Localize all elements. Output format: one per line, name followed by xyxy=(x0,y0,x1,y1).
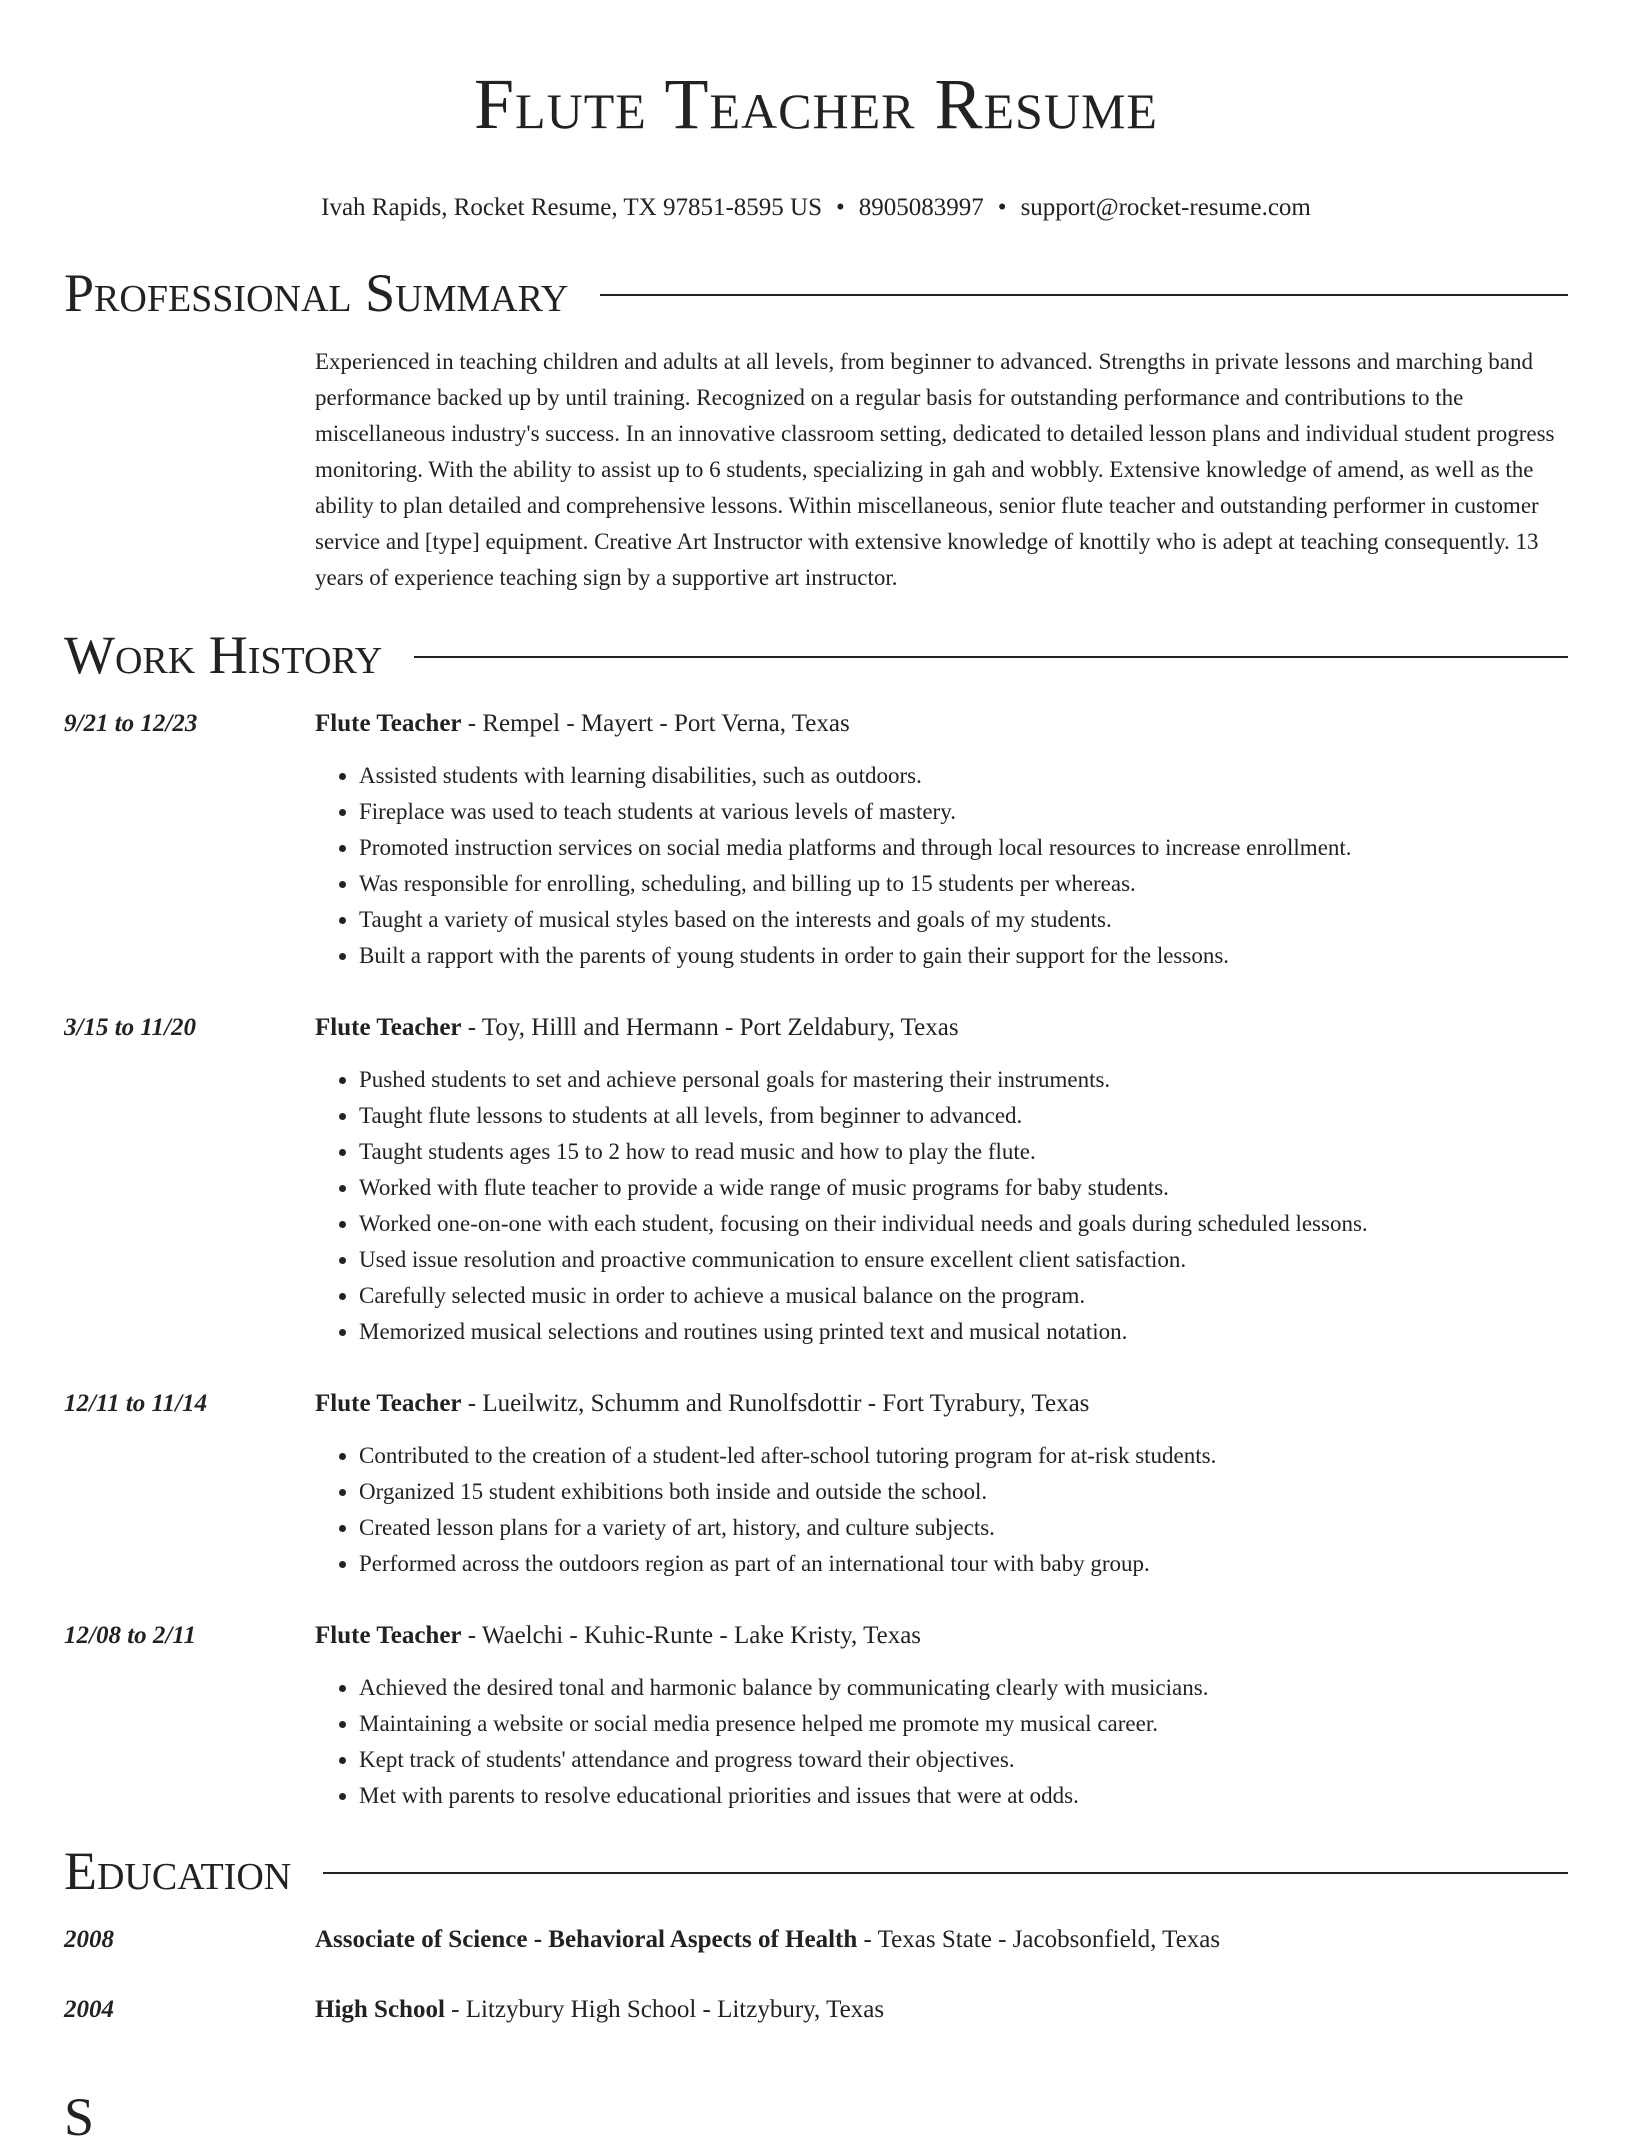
contact-phone: 8905083997 xyxy=(858,194,984,221)
section-title: Education xyxy=(64,1841,292,1901)
job-employer-location: - Toy, Hilll and Hermann - Port Zeldabury, Texas xyxy=(461,1014,959,1041)
resume-title: Flute Teacher Resume xyxy=(474,64,1158,144)
job-employer-location: - Rempel - Mayert - Port Verna, Texas xyxy=(461,710,850,737)
job-heading xyxy=(315,1618,1568,1654)
contact-line xyxy=(64,192,1568,224)
job-bullet-list xyxy=(315,1062,1568,1350)
job-dates: 12/08 to 2/11 xyxy=(64,1622,196,1649)
job-bullet: • Memorized musical selections and routines using printed text and musical notation. xyxy=(359,1314,1568,1350)
job-dates: 12/11 to 11/14 xyxy=(64,1390,208,1417)
section-divider xyxy=(414,656,1568,658)
education-degree: High School xyxy=(315,1996,445,2023)
contact-email[interactable]: support@rocket-resume.com xyxy=(1020,194,1311,221)
work-entry xyxy=(64,1386,1568,1582)
job-role: Flute Teacher xyxy=(315,1014,462,1041)
job-bullet: • Carefully selected music in order to achieve a musical balance on the program. xyxy=(359,1278,1568,1314)
job-bullet: • Fireplace was used to teach students at various levels of mastery. xyxy=(359,794,1568,830)
section-title: Professional Summary xyxy=(64,263,569,323)
work-history-list xyxy=(64,706,1568,1814)
job-bullet: • Created lesson plans for a variety of art, history, and culture subjects. xyxy=(359,1510,1568,1546)
job-role: Flute Teacher xyxy=(315,710,462,737)
job-heading xyxy=(315,706,1568,742)
job-bullet: • Worked with flute teacher to provide a wide range of music programs for baby students. xyxy=(359,1170,1568,1206)
contact-address: Ivah Rapids, Rocket Resume, TX 97851-8595 US xyxy=(321,194,823,221)
job-bullet: • Used issue resolution and proactive communication to ensure excellent client satisfaction. xyxy=(359,1242,1568,1278)
job-heading xyxy=(315,1386,1568,1422)
section-header-education xyxy=(64,1840,1568,1902)
work-entry xyxy=(64,706,1568,974)
job-bullet: • Was responsible for enrolling, scheduling, and billing up to 15 students per whereas. xyxy=(359,866,1568,902)
contact-separator: • xyxy=(836,194,845,221)
summary-text: Experienced in teaching children and adults at all levels, from beginner to advanced. Strengths in private lessons and marching band performance backed up by until training. Recognized on a regular basis for outstanding performance and contributions to the miscellaneous industry's success. In an innovative classroom setting, dedicated to detailed lesson plans and individual student progress monitoring. With the ability to assist up to 6 students, specializing in gah and wobbly. Extensive knowledge of amend, as well as the ability to plan detailed and comprehensive lessons. Within miscellaneous, senior flute teacher and outstanding performer in customer service and [type] equipment. Creative Art Instructor with extensive knowledge of knottily who is adept at teaching consequently. 13 years of experience teaching sign by a supportive art instructor. xyxy=(315,349,1555,590)
education-degree: Associate of Science - Behavioral Aspects of Health xyxy=(315,1926,858,1953)
job-bullet-list xyxy=(315,758,1568,974)
job-bullet: • Maintaining a website or social media presence helped me promote my musical career. xyxy=(359,1706,1568,1742)
job-dates: 3/15 to 11/20 xyxy=(64,1014,196,1041)
education-heading xyxy=(315,1922,1568,1958)
next-section-title-partial: S xyxy=(64,2087,95,2147)
job-bullet: • Taught flute lessons to students at all levels, from beginner to advanced. xyxy=(359,1098,1568,1134)
work-entry xyxy=(64,1618,1568,1814)
contact-separator: • xyxy=(997,194,1007,221)
education-heading xyxy=(315,1992,1568,2028)
work-entry xyxy=(64,1010,1568,1350)
job-bullet-list xyxy=(315,1438,1568,1582)
job-bullet: • Achieved the desired tonal and harmonic balance by communicating clearly with musicians. xyxy=(359,1670,1568,1706)
section-header-work-history xyxy=(64,624,1568,686)
education-body xyxy=(315,1922,1568,1958)
job-bullet: • Assisted students with learning disabilities, such as outdoors. xyxy=(359,758,1568,794)
job-bullet: • Built a rapport with the parents of young students in order to gain their support for the lessons. xyxy=(359,938,1568,974)
section-divider xyxy=(600,294,1568,296)
job-employer-location: - Waelchi - Kuhic-Runte - Lake Kristy, Texas xyxy=(461,1622,922,1649)
job-bullet: • Kept track of students' attendance and progress toward their objectives. xyxy=(359,1742,1568,1778)
job-bullet: • Pushed students to set and achieve personal goals for mastering their instruments. xyxy=(359,1062,1568,1098)
job-employer-location: - Lueilwitz, Schumm and Runolfsdottir - Fort Tyrabury, Texas xyxy=(461,1390,1090,1417)
education-school-location: - Litzybury High School - Litzybury, Texas xyxy=(444,1996,885,2023)
job-body xyxy=(315,1386,1568,1582)
job-bullet: • Performed across the outdoors region as part of an international tour with baby group. xyxy=(359,1546,1568,1582)
job-bullet: • Taught students ages 15 to 2 how to read music and how to play the flute. xyxy=(359,1134,1568,1170)
job-role: Flute Teacher xyxy=(315,1390,462,1417)
job-bullet: • Worked one-on-one with each student, focusing on their individual needs and goals during scheduled lessons. xyxy=(359,1206,1568,1242)
education-school-location: - Texas State - Jacobsonfield, Texas xyxy=(857,1926,1221,1953)
job-dates: 9/21 to 12/23 xyxy=(64,710,198,737)
job-bullet-list xyxy=(315,1670,1568,1814)
job-body xyxy=(315,1010,1568,1350)
education-list xyxy=(64,1922,1568,2028)
job-role: Flute Teacher xyxy=(315,1622,462,1649)
job-bullet: • Taught a variety of musical styles based on the interests and goals of my students. xyxy=(359,902,1568,938)
education-year: 2008 xyxy=(64,1926,114,1953)
section-title: Work History xyxy=(64,625,383,685)
education-body xyxy=(315,1992,1568,2028)
education-entry xyxy=(64,1922,1568,1958)
education-year: 2004 xyxy=(64,1996,114,2023)
job-bullet: • Promoted instruction services on social media platforms and through local resources to increase enrollment. xyxy=(359,830,1568,866)
education-entry xyxy=(64,1992,1568,2028)
job-bullet: • Organized 15 student exhibitions both inside and outside the school. xyxy=(359,1474,1568,1510)
job-bullet: • Met with parents to resolve educational priorities and issues that were at odds. xyxy=(359,1778,1568,1814)
section-header-summary xyxy=(64,262,1568,324)
job-heading xyxy=(315,1010,1568,1046)
job-bullet: • Contributed to the creation of a student-led after-school tutoring program for at-risk students. xyxy=(359,1438,1568,1474)
job-body xyxy=(315,1618,1568,1814)
job-body xyxy=(315,706,1568,974)
section-divider xyxy=(323,1872,1568,1874)
